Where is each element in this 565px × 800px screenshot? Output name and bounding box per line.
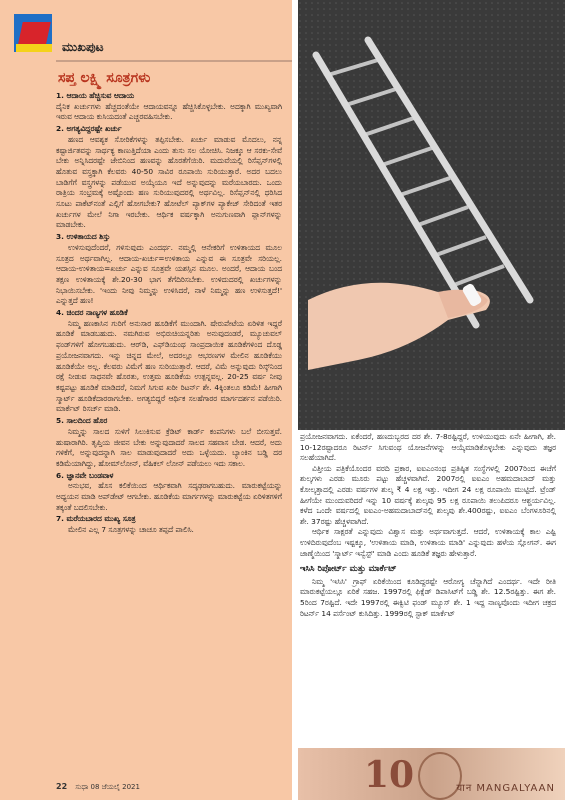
banknote-image	[298, 748, 565, 800]
page-footer	[56, 782, 140, 792]
article-body	[56, 90, 282, 536]
tip-paragraph: ನಿಮ್ಮನ್ನು ಸಾಲದ ಸುಳಿಗೆ ಸಿಲುಕಿಸುವ ಕ್ರೆಡಿಟ್ ಕಾರ್ಡ್ ಕಂಪನಿಗಳು ಬಲೆ ಬೀಸುತ್ತವೆ. ಹುಷಾರಾಗಿರಿ. ತೃಪ್ತಿಯ ಜೀವನ ಬೇಕು ಅನ್ನುವುದಾದರೆ ಸಾಲದ ಸಹವಾಸ ಬೇಡ. ಆದರೆ, ಅದು ಗಳಿಕೆಗೆ, ಅನ್ನುವುದನ್ನಾಗಿ ಸಾಲ ಮಾಡುವುದಾದರೆ ಅದು ಒಳ್ಳೆಯದು. ಬ್ಯಾಂಕಿನ ಬಡ್ಡಿ ದರ ಕಡಿಮೆಯಾಗಿದ್ದು, ಹೋಮ್‌ಲೋನ್, ವೆಹಿಕಲ್ ಲೋನ್ ಪಡೆಯಲು ಇದು ಸಕಾಲ.	[56, 426, 282, 468]
tip-heading: 1. ಆದಾಯ ಹೆಚ್ಚಿಸುವ ಆದಾಯ	[56, 91, 135, 100]
tip-heading: 4. ಚಿಂದರ ನಾಣ್ಯಗಳ ಹೂಡಿಕೆ	[56, 308, 128, 318]
body-paragraph: ಆರ್ಥಿಕ ಸಾಕ್ಷರತೆ ಎನ್ನುವುದು ವಿಶ್ವಾಸ ಮತ್ತು ಅರ್ಥವಾಗುತ್ತದೆ. ಆದರೆ, ಉಳಿತಾಯಕ್ಕೆ ಕಾಲ ಎಷ್ಟಿ ಉಳಿದಿರುವುದೆಂಬ ಇಷ್ಟಕ್ಕೂ, 'ಉಳಿತಾಯ ಮಾಡಿ, ಉಳಿತಾಯ ಮಾಡಿ' ಎನ್ನುವುದು ಹಳೆಯ ಸ್ಲೋಗನ್. ಈಗ ಜಾಣ್ಮೆಯಿಂದ 'ಸ್ಮಾರ್ಟ್ ಇನ್ವೆಸ್ಟ್' ಮಾಡಿ ಎಂದು ಹೂಡಿಕೆ ತಜ್ಞರು ಹೇಳುತ್ತಾರೆ.	[300, 527, 556, 558]
tip-paragraph: ಹಣದ ಆವಶ್ಯಕ ಸೋರಿಕೆಗಳನ್ನು ತಪ್ಪಿಸಬೇಕು. ಖರ್ಚು ಮಾಡುವ ಮೊದಲು, ನನ್ನ ಕಷ್ಟಾರ್ಜಿತವನ್ನು ಸಾರ್ಥಕ್ಯ ಕಾಣುತ್ತಿದೆಯಾ ಎಂದು ತುಸು ಸಲ ಯೋಚಿಸಿ. ನಿಜಕ್ಕೂ ಆ ಸರಕು-ಸೇವೆ ಬೇಕು ಅನ್ನಿಸಿದರಷ್ಟೇ ಜೇಬಿನಿಂದ ಹಣವನ್ನು ಹೊರತೆಗೆಯಿರಿ. ಮದುವೆಯಲ್ಲಿ ರಿಸೆಪ್ಷನ್‌ಗಳಲ್ಲಿ ಹೊತುವ ವಸ್ತ್ರಕ್ಕಾಗಿ ಕೆಲವರು 40-50 ಸಾವಿರ ರೂಪಾಯಿ ಸುರಿಯುತ್ತಾರೆ. ಅದರ ಬದಲು ಬಾಡಿಗೆಗೆ ವಸ್ತ್ರಗಳನ್ನು ಪಡೆಯುವ ಅಯ್ಕೆಯೂ ಇದೆ ಅನ್ನುವುದನ್ನು ಮರೆಯಬಾರದು. ಒಂದು ರಾತ್ರಿಯ ಸಂಭ್ರಮಕ್ಕೆ ಅಷ್ಟೊಂದು ಹಣ ಸುರಿಯುವುದರಲ್ಲಿ ಅರ್ಥವಿಲ್ಲ. ರಿಸೆಪ್ಷನ್‌ನಲ್ಲಿ ಧರಿಸಿದ ಸೂಟು ಪಾಕೆಟ್‌ನಂತೆ ಎಲ್ಲಿಗೆ ಹೋಗಬೇಕು? ಹೋಟೆಲ್ ಪ್ಯಾಕ್‌ಗಳ ಪ್ಯಾಕೇಜ್ ಸೇರಿದಂತೆ ಇತರ ಖರ್ಚುಗಳ ಮೇಲೆ ನಿಗಾ ಇರಬೇಕು. ಆರ್ಥಿಕ ವರ್ಷಕ್ಕಾಗಿ ಅನುಗುಣವಾಗಿ ಪ್ಲಾನ್‌ಗಳನ್ನು ಮಾಡಬೇಕು.	[56, 134, 282, 230]
banknote-number: 10	[364, 754, 415, 796]
divider	[56, 60, 292, 62]
right-article-body	[300, 432, 556, 619]
body-paragraph: ನಿಮ್ಮ 'ಇಸಿಸಿ' ಗ್ರಾಫ್ ಏರಿಕೆಯಿಂದ ಕೂಡಿದ್ದರಷ್ಟೇ ಆರೋಗ್ಯ ಚೆನ್ನಾಗಿದೆ ಎಂದರ್ಥ. ಇದೇ ರೀತಿ ಮಾರುಕಟ್ಟೆಯಲ್ಲೂ ಏರಿಕೆ ಸಹಜ. 1997ರಲ್ಲಿ ಫಿಕ್ಸೆಡ್ ಡಿಪಾಸಿಟ್‌ಗೆ ಬಡ್ಡಿ ಶೇ. 12.5ರಷ್ಟಿತ್ತು. ಈಗ ಶೇ. 5ರಿಂದ 7ರಷ್ಟಿದೆ. ಇದೇ 1997ರಲ್ಲಿ ಈಕ್ವಿಟಿ ಫಂಡ್ ಮ್ಯೂಸ್ ಶೇ. 1 ಇದ್ದ ನಾಣ್ಯವೊಂದು ಇದೀಗ ಚಕ್ರದ ರಿಟರ್ನ್ 14 ಪರ್ಸೆಂಟ್ ಕುಸಿದಿತ್ತು. 1999ರಲ್ಲಿ ಸ್ಟಾಕ್ ಮಾರ್ಕೆಟ್	[300, 576, 556, 618]
tip-paragraph: ಅನುಭವ, ಹೊಸ ಕಲಿಕೆಯಿಂದ ಆರ್ಥಿಕವಾಗಿ ಸದೃಢರಾಗಬಹುದು. ಮಾರುಕಟ್ಟೆಯನ್ನು ಅಧ್ಯಯನ ಮಾಡಿ ಅಪ್‌ಡೇಟ್ ಆಗಬೇಕು. ಹೂಡಿಕೆಯ ಮಾರ್ಗಗಳನ್ನು ಮಾರುಕಟ್ಟೆಯ ಏರಿಳಿತಗಳಿಗೆ ತಕ್ಕಂತೆ ಬದಲಿಸಬೇಕು.	[56, 481, 282, 512]
tip-heading: 2. ಅಗತ್ಯವಿದ್ದರಷ್ಟೇ ಖರ್ಚು	[56, 124, 122, 134]
body-paragraph: ವಿತ್ತೀಯ ಪತ್ರಿಕೆಯೊಂದರ ವರದಿ ಪ್ರಕಾರ, ಐಐಎಂನಂಥ ಪ್ರತಿಷ್ಠಿತ ಸಂಸ್ಥೆಗಳಲ್ಲಿ 2007ರಿಂದ ಈಚೆಗೆ ಶುಲ್ಕಗಳು ಎರಡು ಮೂರು ಪಟ್ಟು ಹೆಚ್ಚಳವಾಗಿವೆ. 2007ರಲ್ಲಿ ಐಐಎಂ ಅಹಮದಾಬಾದ್ ಮತ್ತು ಕೋಲ್ಕತ್ತಾದಲ್ಲಿ ಎರಡು ವರ್ಷಗಳ ಶುಲ್ಕ ₹ 4 ಲಕ್ಷ ಇತ್ತು. ಇದೀಗ 24 ಲಕ್ಷ ರೂಪಾಯಿ ಮುಟ್ಟಿದೆ. ಟ್ರೆಂಡ್ ಹೀಗೆಯೇ ಮುಂದುವರಿದರೆ ಇನ್ನು 10 ವರ್ಷಕ್ಕೆ ಶುಲ್ಕವು 95 ಲಕ್ಷ ರೂಪಾಯಿ ತಲುಪಿದರೂ ಆಶ್ಚರ್ಯವಿಲ್ಲ. ಕಳೆದ ಒಂದೇ ವರ್ಷದಲ್ಲಿ ಐಐಎಂ-ಅಹಮದಾಬಾದ್‌ನಲ್ಲಿ ಶುಲ್ಕವು ಶೇ.400ರಷ್ಟು, ಐಐಎಂ ಬೆಂಗಳೂರಿನಲ್ಲಿ ಶೇ. 37ರಷ್ಟು ಹೆಚ್ಚಳವಾಗಿದೆ.	[300, 463, 556, 526]
chalk-ladder-illustration	[298, 0, 565, 430]
page-number: 22	[56, 782, 68, 791]
tip-heading: 3. ಉಳಿತಾಯದ ಶಿಸ್ತು	[56, 232, 111, 242]
tip-paragraph: ಮೇಲಿನ ಎಲ್ಲ 7 ಸೂತ್ರಗಳನ್ನು ಚಾಚೂ ತಪ್ಪದೆ ಪಾಲಿಸಿ.	[68, 525, 194, 535]
issue-label: ಸುಧಾ 08 ಜೆಯಲೈ 2021	[75, 783, 140, 791]
hero-photo	[298, 0, 565, 430]
article-title: ಸಪ್ತ ಲಕ್ಷ್ಮಿ ಸೂತ್ರಗಳು	[58, 70, 151, 86]
tip-paragraph: ನಿಮ್ಮ ಹಣಕಾಸಿನ ಗುರಿಗೆ ಅನುಸಾರ ಹೂಡಿಕೆಗೆ ಮುಂದಾಗಿ. ಷೇರುಪೇಟೆಯ ಏರಿಳಿತ ಇದ್ದರೆ ಹೂಡಿಕೆ ಮಾಡಬಹುದು. ನಮಗಿರುವ ಅಭಿರುಚಿಯನ್ನರಿತು ಅನುವುದಂಡರೆ, ಮ್ಯೂಚುವಲ್ ಫಂಡ್‌ಗಳಿಗೆ ಹೋಗಬಹುದು. ಆರ್‌ಡಿ, ಎಫ್‌ಡಿಯಂಥ ಸಾಂಪ್ರದಾಯಿಕ ಹೂಡಿಕೆಗಳಿಂದ ದೊಡ್ಡ ಪ್ರಯೋಜನವಾಗದು. ಇನ್ನು ಚಿನ್ನದ ಮೇಲೆ, ಅದರಲ್ಲೂ ಆಭರಣಗಳ ಮೇಲಿನ ಹೂಡಿಕೆಯು ಹೂಡಿಕೆಯೇ ಅಲ್ಲ. ಕೆಲವರು ವಿಮೆಗೆ ಹಣ ಸುರಿಯುತ್ತಾರೆ. ಆದರೆ, ವಿಮೆ ಅನ್ನುವುದು ರಿಸ್ಕ್‌ನಿಂದ ರಕ್ಷೆ ನೀಡುವ ಸಾಧನವೇ ಹೊರತು, ಉತ್ತಮ ಹೂಡಿಕೆಯ ಉತ್ಪನ್ನವಲ್ಲ. 20-25 ವರ್ಷ ನೀವು ಕಷ್ಟಪಟ್ಟು ಹೂಡಿಕೆ ಮಾಡಿದರೆ, ನಿಮಗೆ ಸಿಗುವ ಖರೀ ರಿಟರ್ನ್ ಶೇ. 4ಕ್ಕಿಂತಲೂ ಕಡಿಮೆ! ಹೀಗಾಗಿ ಸ್ಮಾರ್ಟ್ ಹೂಡಿಕೆದಾರರಾಗಬೇಕು. ಅಗತ್ಯಬಿದ್ದರೆ ಆರ್ಥಿಕ ಸಲಹೆಗಾರರ ಮಾರ್ಗದರ್ಶನ ಪಡೆಯಿರಿ. ಮಾರ್ಕೆಟ್ ರಿಸರ್ಚ್ ಮಾಡಿ.	[56, 318, 282, 414]
section-label: ಮುಖಪುಟ	[62, 40, 104, 54]
tip-paragraph: ಉಳಿಸುವುದೆಂದರೆ, ಗಳಿಸುವುದು ಎಂದರ್ಥ. ನಮ್ಮಲ್ಲಿ ಆನೇಕರಿಗೆ ಉಳಿತಾಯದ ಮೂಲ ಸೂತ್ರದ ಅರ್ಥವಾಗಿಲ್ಲ. ಆದಾಯ-ಖರ್ಚು=ಉಳಿತಾಯ ಎನ್ನುವ ಈ ಸೂತ್ರವೇ ಸರಿಯಲ್ಲ. ಆದಾಯ-ಉಳಿತಾಯ=ಖರ್ಚು ಎನ್ನುವ ಸೂತ್ರವೇ ಯಶಸ್ಸಿನ ಮೂಲ. ಅಂದರೆ, ಆದಾಯ ಬಂದ ತಕ್ಷಣ ಉಳಿತಾಯಕ್ಕೆ ಶೇ.20-30 ಭಾಗ ತೆಗೆದಿರಿಸಬೇಕು. ಉಳಿದುದರಲ್ಲಿ ಖರ್ಚುಗಳನ್ನು ನಿಭಾಯಿಸಬೇಕು. 'ಇಂದು ನೀವು ನಿಮ್ಮನ್ನು ಉಳಿಸಿದರೆ, ನಾಳೆ ನಿಮ್ಮನ್ನು ಹಣ ಉಳಿಸುತ್ತದೆ!' ಎನ್ನುತ್ತದೆ ಹಣ!	[56, 242, 282, 306]
body-paragraph: ಪ್ರಯೋಜನವಾಗದು. ಏಕೆಂದರೆ, ಹಣದುಬ್ಬರದ ದರ ಶೇ. 7-8ರಷ್ಟಿದ್ದರೆ, ಉಳಿಯುವುದು ಏನೇ ಹೀಗಾಗಿ, ಶೇ. 10-12ರಷ್ಟಾದರೂ ರಿಟರ್ನ್ ಸಿಗುವಂಥ ಯೋಜನೆಗಳನ್ನು ಆಯ್ಕೆಮಾಡಿಕೊಳ್ಳಬೇಕು ಎನ್ನುವುದು ತಜ್ಞರ ಸಲಹೆಯಾಗಿದೆ.	[300, 432, 556, 463]
tip-heading: 5. ಸಾಲದಿಂದ ಹೊರ	[56, 416, 108, 426]
tip-heading: 7. ಮರೆಯಬಾರದ ಮುಖ್ಯ ಸೂತ್ರ	[56, 514, 136, 524]
banknote-caption: यान MANGALYAAN	[456, 783, 555, 794]
tip-paragraph: ದೈನಿಕ ಖರ್ಚುಗಳು ಹೆಚ್ಚದಂತೆಯೇ ಆದಾಯವನ್ನೂ ಹೆಚ್ಚಿಸಿಕೊಳ್ಳಬೇಕು. ಅದಕ್ಕಾಗಿ ಮುಖ್ಯವಾಗಿ ಇರುವ ಆದಾಯ ಕುಸಿಯದಂತೆ ಎಚ್ಚರವಹಿಸಬೇಕು.	[56, 101, 282, 122]
subheading: ಇಸಿಸಿ ರಿಪೋರ್ಟ್ ಮತ್ತು ಮಾರ್ಕೆಟ್	[300, 564, 397, 575]
tip-heading: 6. ಜ್ಞಾನವೇ ಬಂಡವಾಳ	[56, 470, 114, 480]
magazine-logo-icon	[14, 14, 52, 52]
